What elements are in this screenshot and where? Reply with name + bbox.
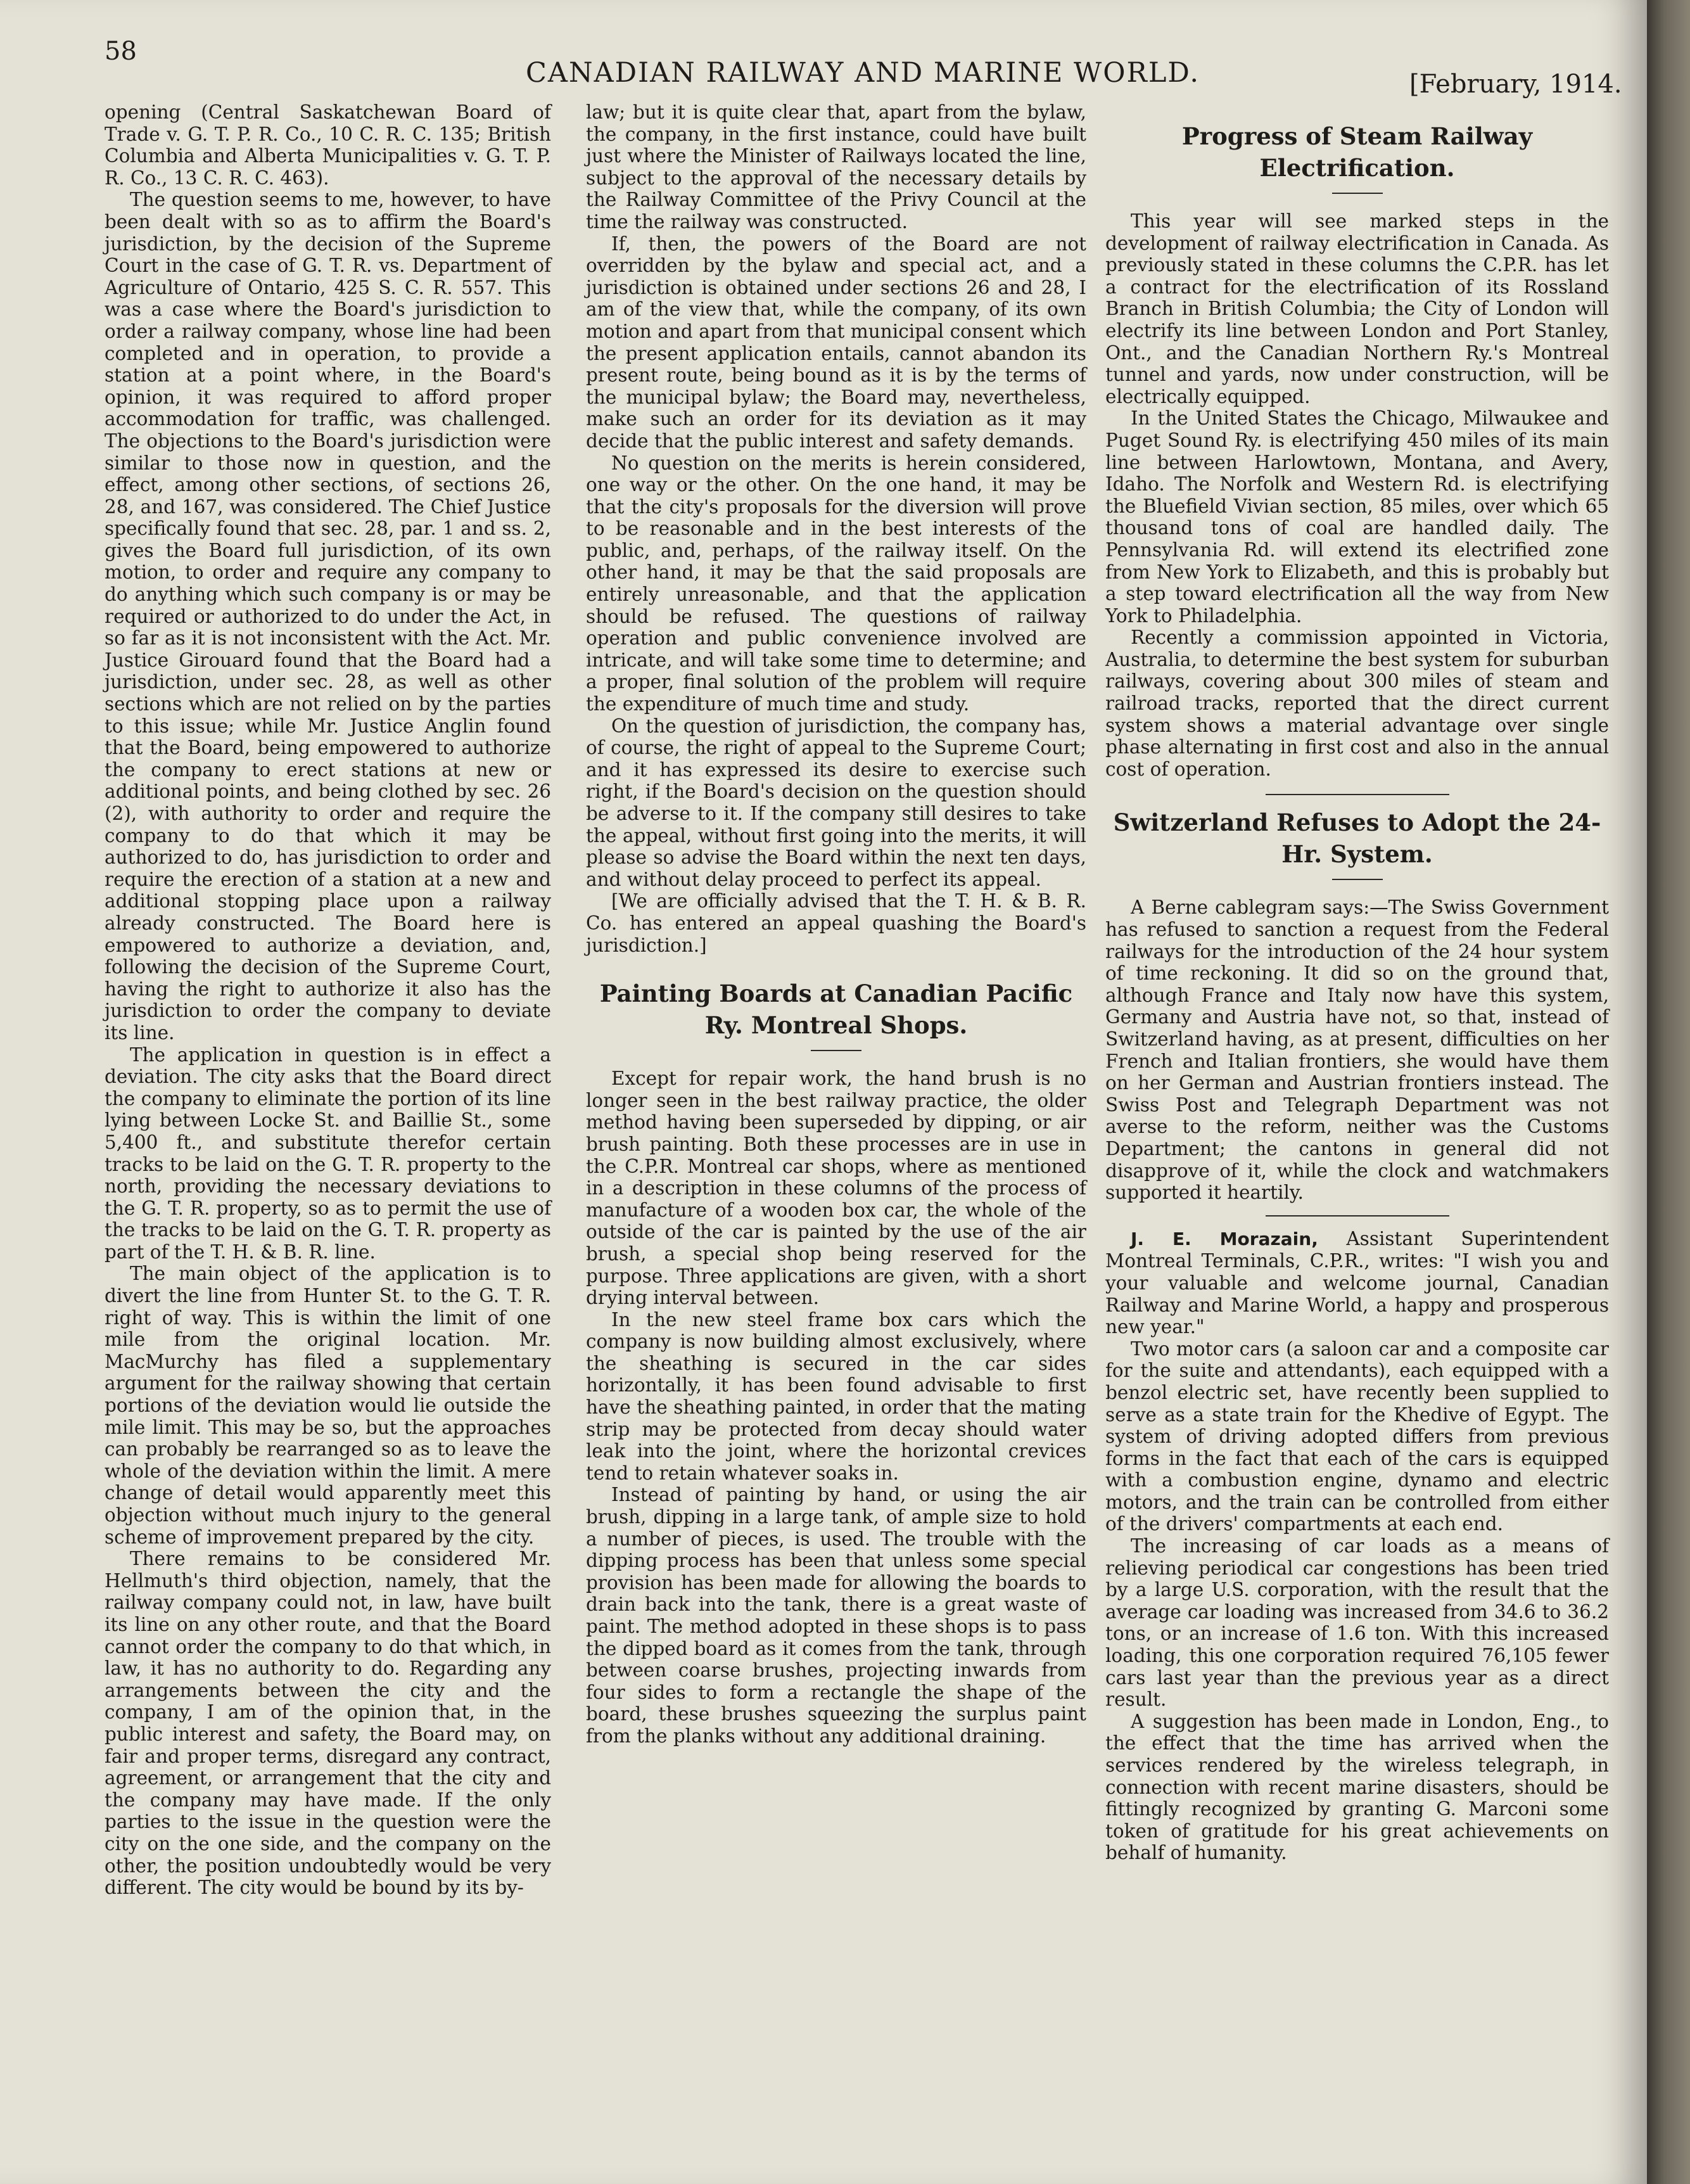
column-2 — [586, 101, 1086, 1747]
paragraph: Two motor cars (a saloon car and a composite car for the suite and attendants), each equipped with a benzol electric set, have recently been supplied to serve as a state train for the Khedive of Egypt. The system of driving adopted differs from previous forms in the fact that each of the cars is equipped with a combustion engine, dynamo and electric motors, and the train can be controlled from either of the drivers' compartments at each end. — [1105, 1338, 1609, 1535]
paragraph: On the question of jurisdiction, the company has, of course, the right of appeal to the Supreme Court; and it has expressed its desire to exercise such right, if the Board's decision on the question should be adverse to it. If the company still desires to take the appeal, without first going into the merits, it will please so advise the Board within the next ten days, and without delay proceed to perfect its appeal. — [586, 715, 1086, 890]
paragraph: The application in question is in effect a deviation. The city asks that the Board direct the company to eliminate the portion of its line lying between Locke St. and Baillie St., some 5,400 ft., and substitute therefor certain tracks to be laid on the G. T. R. property to the north, providing the necessary deviations to the G. T. R. property, so as to permit the use of the tracks to be laid on the G. T. R. property as part of the T. H. & B. R. line. — [105, 1044, 551, 1263]
paragraph: law; but it is quite clear that, apart from the bylaw, the company, in the first instance, could have built just where the Minister of Railways located the line, subject to the approval of the necessary details by the Railway Committee of the Privy Council at the time the railway was constructed. — [586, 101, 1086, 233]
paragraph: Recently a commission appointed in Victoria, Australia, to determine the best system for suburban railways, covering about 300 miles of steam and railroad tracks, reported that the direct current system shows a material advantage over single phase alternating in first cost and also in the annual cost of operation. — [1105, 627, 1609, 780]
masthead: CANADIAN RAILWAY AND MARINE WORLD. — [526, 57, 1200, 89]
paragraph: If, then, the powers of the Board are not overridden by the bylaw and special act, and a jurisdiction is obtained under sections 26 and 28, I am of the view that, while the company, of its own motion and apart from that municipal consent which the present application entails, cannot abandon its present route, being bound as it is by the terms of the municipal bylaw; the Board may, nevertheless, make such an order for its deviation as it may decide that the public interest and safety demands. — [586, 233, 1086, 452]
article-heading-painting-boards: Painting Boards at Canadian Pacific Ry. Montreal Shops. — [599, 980, 1073, 1040]
column-3 — [1105, 101, 1609, 1864]
paragraph-text: Assistant Superintendent Montreal Terminals, C.P.R., writes: "I wish you and your valuable and welcome journal, Canadian Railway and Marine World, a happy and prosperous new year." — [1105, 1227, 1609, 1338]
article-heading-switzerland: Switzerland Refuses to Adopt the 24-Hr. System. — [1113, 808, 1601, 869]
page-header — [0, 0, 1647, 108]
book-binding-edge — [1647, 0, 1690, 2184]
column-1 — [105, 101, 551, 1899]
section-divider — [1266, 1215, 1449, 1217]
issue-date: [February, 1914. — [1409, 70, 1622, 99]
paragraph: A suggestion has been made in London, Eng., to the effect that the time has arrived when the services rendered by the wireless telegraph, in connection with recent marine disasters, should be fittingly recognized by granting G. Marconi some token of gratitude for his great achievements on behalf of humanity. — [1105, 1710, 1609, 1864]
paragraph: This year will see marked steps in the development of railway electrification in Canada. As previously stated in these columns the C.P.R. has let a contract for the electrification of its Rossland Branch in British Columbia; the City of London will electrify its line between London and Port Stanley, Ont., and the Canadian Northern Ry.'s Montreal tunnel and yards, now under construction, will be electrically equipped. — [1105, 210, 1609, 407]
paragraph: The main object of the application is to divert the line from Hunter St. to the G. T. R. right of way. This is within the limit of one mile from the original location. Mr. MacMurchy has filed a supplementary argument for the railway showing that certain portions of the deviation would lie outside the mile limit. This may be so, but the approaches can probably be rearranged so as to leave the whole of the deviation within the limit. A mere change of detail would apparently meet this objection without much injury to the general scheme of improvement prepared by the city. — [105, 1263, 551, 1548]
paragraph: Except for repair work, the hand brush is no longer seen in the best railway practice, the older method having been superseded by dipping, or air brush painting. Both these processes are in use in the C.P.R. Montreal car shops, where as mentioned in a description in these columns of the process of manufacture of a wooden box car, the whole of the outside of the car is painted by the use of the air brush, a special shop being reserved for the purpose. Three applications are given, with a short drying interval between. — [586, 1068, 1086, 1309]
paragraph: A Berne cablegram says:—The Swiss Government has refused to sanction a request from the Federal railways for the introduction of the 24 hour system of time reckoning. It did so on the ground that, although France and Italy now have this system, Germany and Austria have not, so that, instead of Switzerland having, as at present, difficulties on her French and Italian frontiers, she would have them on her German and Austrian frontiers instead. The Swiss Post and Telegraph Department was not averse to the reform, neither was the Customs Department; the cantons in general did not disapprove of it, while the clock and watchmakers supported it heartily. — [1105, 897, 1609, 1204]
paragraph: There remains to be considered Mr. Hellmuth's third objection, namely, that the railway company could not, in law, have built its line on any other route, and that the Board cannot order the company to do that which, in law, it has no authority to do. Regarding any arrangements between the city and the company, I am of the opinion that, in the public interest and safety, the Board may, on fair and proper terms, disregard any contract, agreement, or arrangement that the city and the company may have made. If the only parties to the issue in the question were the city on the one side, and the company on the other, the position undoubtedly would be very different. The city would be bound by its by- — [105, 1548, 551, 1899]
section-divider — [1266, 794, 1449, 795]
paragraph: No question on the merits is herein considered, one way or the other. On the one hand, it may be that the city's proposals for the diversion will prove to be reasonable and in the best interests of the public, and, perhaps, of the railway itself. On the other hand, it may be that the said proposals are entirely unreasonable, and that the application should be refused. The questions of railway operation and public convenience involved are intricate, and will take some time to determine; and a proper, final solution of the problem will require the expenditure of much time and study. — [586, 452, 1086, 715]
article-heading-electrification: Progress of Steam Railway Electrification. — [1181, 122, 1533, 182]
heading-rule — [811, 1050, 861, 1051]
paragraph: opening (Central Saskatchewan Board of Trade v. G. T. P. R. Co., 10 C. R. C. 135; British Columbia and Alberta Municipalities v. G. T. P. R. Co., 13 C. R. C. 463). — [105, 101, 551, 189]
paragraph: [We are officially advised that the T. H. & B. R. Co. has entered an appeal quashing the Board's jurisdiction.] — [586, 890, 1086, 956]
paragraph: The increasing of car loads as a means of relieving periodical car congestions has been tried by a large U.S. corporation, with the result that the average car loading was increased from 34.6 to 36.2 tons, or an increase of 1.6 ton. With this increased loading, this one corporation required 76,105 fewer cars last year than the previous year as a direct result. — [1105, 1535, 1609, 1711]
paragraph: Instead of painting by hand, or using the air brush, dipping in a large tank, of ample size to hold a number of pieces, is used. The trouble with the dipping process has been that unless some special provision has been made for allowing the boards to drain back into the tank, there is a great waste of paint. The method adopted in these shops is to pass the dipped board as it comes from the tank, through between coarse brushes, projecting inwards from four sides to form a rectangle the shape of the board, these brushes squeezing the surplus paint from the planks without any additional draining. — [586, 1484, 1086, 1747]
page-number: 58 — [105, 37, 137, 66]
paragraph — [1105, 1228, 1609, 1338]
paragraph: In the United States the Chicago, Milwaukee and Puget Sound Ry. is electrifying 450 miles of its main line between Harlowtown, Montana, and Avery, Idaho. The Norfolk and Western Rd. is electrifying the Bluefield Vivian section, 85 miles, over which 65 thousand tons of coal are handled daily. The Pennsylvania Rd. will extend its electrified zone from New York to Elizabeth, and this is probably but a step toward electrification all the way from New York to Philadelphia. — [1105, 407, 1609, 627]
heading-rule — [1332, 879, 1383, 880]
paragraph: The question seems to me, however, to have been dealt with so as to affirm the Board's jurisdiction, by the decision of the Supreme Court in the case of G. T. R. vs. Department of Agriculture of Ontario, 425 S. C. R. 557. This was a case where the Board's jurisdiction to order a railway company, whose line had been completed and in operation, to provide a station at a point where, in the Board's opinion, it was required to afford proper accommodation for traffic, was challenged. The objections to the Board's jurisdiction were similar to those now in question, and the effect, among other sections, of sections 26, 28, and 167, was considered. The Chief Justice specifically found that sec. 28, par. 1 and ss. 2, gives the Board full jurisdiction, of its own motion, to order and require any company to do anything which such company is or may be required or authorized to do under the Act, in so far as it is not inconsistent with the Act. Mr. Justice Girouard found that the Board had a jurisdiction, under sec. 28, as well as other sections which are not relied on by the parties to this issue; while Mr. Justice Anglin found that the Board, being empowered to authorize the company to erect stations at new or additional points, and being clothed by sec. 26 (2), with authority to order and require the company to do that which it may be authorized to do, has jurisdiction to order and require the erection of a station at a new and additional stopping place upon a railway already constructed. The Board here is empowered to authorize a deviation, and, following the decision of the Supreme Court, having the right to authorize it also has the jurisdiction to order the company to deviate its line. — [105, 189, 551, 1044]
heading-rule — [1332, 193, 1383, 194]
paragraph: In the new steel frame box cars which the company is now building almost exclusively, where the sheathing is secured in the car sides horizontally, it has been found advisable to first have the sheathing painted, in order that the mating strip may be protected from decay should water leak into the joint, where the horizontal crevices tend to retain whatever soaks in. — [586, 1308, 1086, 1484]
person-name: J. E. Morazain, — [1131, 1228, 1318, 1249]
